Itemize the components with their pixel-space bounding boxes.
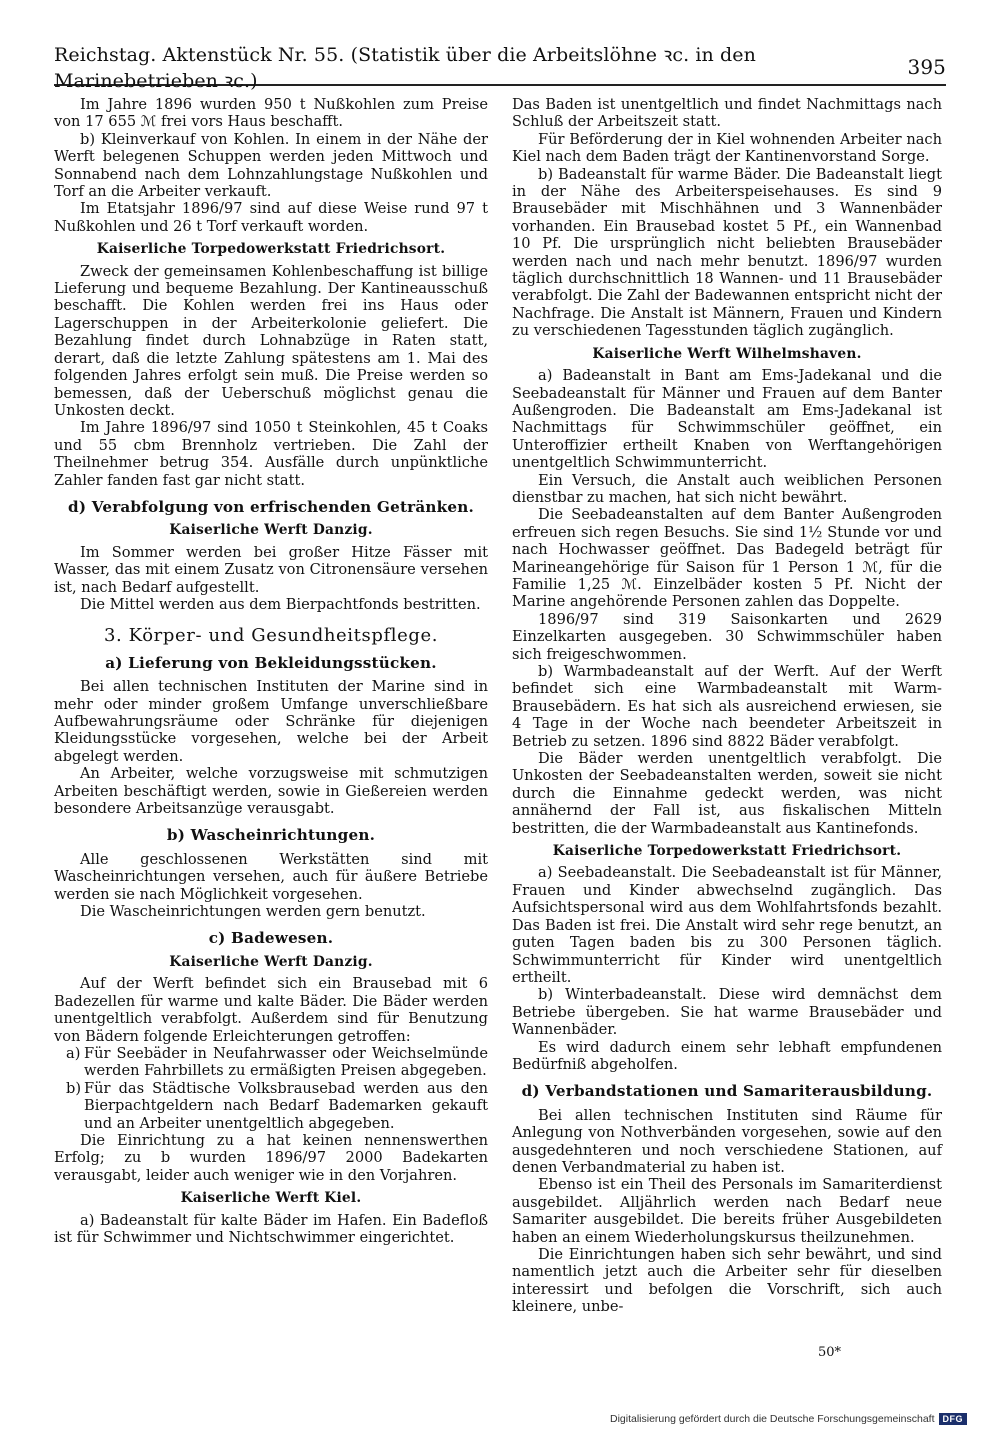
paragraph: Ebenso ist ein Theil des Personals im Samariterdienst ausgebildet. Alljährlich werden nach Bedarf neue Samariter ausgebildet. Die bereits früher Ausgebildeten haben an einem Wiederholungskursus theilzunehmen. bbox=[512, 1176, 942, 1246]
paragraph: Das Baden ist unentgeltlich und findet Nachmittags nach Schluß der Arbeitszeit statt. bbox=[512, 96, 942, 131]
section-heading: a) Lieferung von Bekleidungsstücken. bbox=[105, 653, 437, 672]
page-header bbox=[54, 44, 946, 92]
paragraph: Auf der Werft befindet sich ein Brausebad mit 6 Badezellen für warme und kalte Bäder. Die Bäder werden unentgeltlich verabfolgt. Außerdem sind für Benutzung von Bädern folgende Erleichterungen getroffen: bbox=[54, 975, 488, 1045]
dfg-logo-icon: DFG bbox=[939, 1413, 968, 1425]
list-item bbox=[54, 1080, 488, 1132]
paragraph: Ein Versuch, die Anstalt auch weiblichen Personen dienstbar zu machen, hat sich nicht bewährt. bbox=[512, 471, 942, 506]
list-item bbox=[54, 1045, 488, 1080]
institution-heading: Kaiserliche Werft Danzig. bbox=[169, 953, 373, 970]
institution-heading: Kaiserliche Werft Danzig. bbox=[169, 522, 373, 539]
footer-text: Digitalisierung gefördert durch die Deutsche Forschungsgemeinschaft bbox=[610, 1413, 935, 1425]
paragraph: Bei allen technischen Instituten sind Räume für Anlegung von Nothverbänden vorgesehen, sowie auf den ausgedehnteren und noch verschiedene Stationen, auf denen Verbandmaterial zu haben ist. bbox=[512, 1106, 942, 1176]
paragraph: Es wird dadurch einem sehr lebhaft empfundenen Bedürfniß abgeholfen. bbox=[512, 1038, 942, 1073]
paragraph: Die Einrichtungen haben sich sehr bewährt, und sind namentlich jetzt auch die Arbeiter sehr für dieselben interessirt und befolgen die Vorschrift, sich auch kleinere, unbe- bbox=[512, 1246, 942, 1316]
paragraph: Die Einrichtung zu a hat keinen nennenswerthen Erfolg; zu b wurden 1896/97 2000 Badekarten verausgabt, leider auch weniger wie in den Vorjahren. bbox=[54, 1131, 488, 1184]
paragraph: Im Etatsjahr 1896/97 sind auf diese Weise rund 97 t Nußkohlen und 26 t Torf verkauft worden. bbox=[54, 200, 488, 235]
section-heading: b) Wascheinrichtungen. bbox=[166, 826, 376, 845]
paragraph: b) Winterbadeanstalt. Diese wird demnächst dem Betriebe übergeben. Sie hat warme Brausebäder und Wannenbäder. bbox=[512, 986, 942, 1039]
paragraph: a) Badeanstalt für kalte Bäder im Hafen. Ein Badefloß ist für Schwimmer und Nichtschwimmer eingerichtet. bbox=[54, 1211, 488, 1246]
section-heading: d) Verabfolgung von erfrischenden Getränken. bbox=[68, 497, 474, 516]
paragraph: Die Seebadeanstalten auf dem Banter Außengroden erfreuen sich regen Besuchs. Sie sind 1½ Stunde vor und nach Hochwasser geöffnet. Das Badegeld beträgt für Marineangehörige für Saison für 1 Person 1 ℳ, für die Familie 1,25 ℳ. Einzelbäder kosten 5 Pf. Nicht der Marine angehörende Personen zahlen das Doppelte. bbox=[512, 506, 942, 611]
list-marker: b) bbox=[66, 1079, 82, 1097]
list-text: Für Seebäder in Neufahrwasser oder Weichselmünde werden Fahrbillets zu ermäßigten Preisen abgegeben. bbox=[84, 1044, 488, 1080]
institution-heading: Kaiserliche Torpedowerkstatt Friedrichsort. bbox=[552, 843, 902, 860]
page-number: 395 bbox=[907, 55, 946, 79]
paragraph: b) Warmbadeanstalt auf der Werft. Auf der Werft befindet sich eine Warmbadeanstalt mit Warm-Brausebädern. Es hat sich als ausreichend erwiesen, sie 4 Tage in der Woche nach beendeter Arbeitszeit in Betrieb zu setzen. 1896 sind 8822 Bäder verabfolgt. bbox=[512, 663, 942, 750]
paragraph: Alle geschlossenen Werkstätten sind mit Wascheinrichtungen versehen, auch für äußere Betriebe werden sie nach Möglichkeit vorgesehen. bbox=[54, 850, 488, 903]
paragraph: 1896/97 sind 319 Saisonkarten und 2629 Einzelkarten ausgegeben. 30 Schwimmschüler haben sich freigeschwommen. bbox=[512, 610, 942, 663]
paragraph: Im Sommer werden bei großer Hitze Fässer mit Wasser, das mit einem Zusatz von Citronensäure versehen ist, nach Bedarf aufgestellt. bbox=[54, 543, 488, 596]
paragraph: Die Bäder werden unentgeltlich verabfolgt. Die Unkosten der Seebadeanstalten werden, soweit sie nicht durch die Einnahme gedeckt werden, was nicht annähernd der Fall ist, aus fiskalischen Mitteln bestritten, die der Warmbadeanstalt aus Kantinefonds. bbox=[512, 750, 942, 837]
section-heading: d) Verbandstationen und Samariterausbildung. bbox=[521, 1082, 933, 1101]
running-title: Reichstag. Aktenstück Nr. 55. (Statistik über die Arbeitslöhne ꝛc. in den Marinebetrieben ꝛc.) bbox=[54, 44, 756, 92]
signature-mark: 50* bbox=[818, 1345, 842, 1360]
list-marker: a) bbox=[66, 1044, 81, 1062]
right-column bbox=[512, 96, 942, 1316]
paragraph: b) Kleinverkauf von Kohlen. In einem in der Nähe der Werft belegenen Schuppen werden jeden Mittwoch und Sonnabend nach dem Lohnzahlungstage Nußkohlen und Torf an die Arbeiter verkauft. bbox=[54, 130, 488, 201]
digitization-footer bbox=[610, 1413, 967, 1425]
paragraph: Im Jahre 1896 wurden 950 t Nußkohlen zum Preise von 17 655 ℳ frei vors Haus beschafft. bbox=[54, 96, 488, 131]
paragraph: Im Jahre 1896/97 sind 1050 t Steinkohlen, 45 t Coaks und 55 cbm Brennholz vertrieben. Die Zahl der Theilnehmer betrug 354. Ausfälle durch unpünktliche Zahler fanden fast gar nicht statt. bbox=[54, 419, 488, 489]
paragraph: b) Badeanstalt für warme Bäder. Die Badeanstalt liegt in der Nähe des Arbeiterspeisehauses. Es sind 9 Brausebäder mit Mischhähnen und 3 Wannenbäder vorhanden. Ein Brausebad kostet 5 Pf., ein Wannenbad 10 Pf. Die ursprünglich nicht beliebten Brausebäder werden nach und nach mehr benutzt. 1896/97 wurden täglich durchschnittlich 18 Wannen- und 11 Brausebäder verabfolgt. Die Zahl der Badewannen entspricht nicht der Nachfrage. Die Anstalt ist Männern, Frauen und Kindern zu verschiedenen Tagesstunden täglich zugänglich. bbox=[512, 165, 942, 340]
paragraph: Für Beförderung der in Kiel wohnenden Arbeiter nach Kiel nach dem Baden trägt der Kantinenvorstand Sorge. bbox=[512, 130, 942, 166]
left-column bbox=[54, 96, 488, 1246]
institution-heading: Kaiserliche Werft Wilhelmshaven. bbox=[592, 345, 862, 362]
paragraph: Bei allen technischen Instituten der Marine sind in mehr oder minder großem Umfange unverschließbare Aufbewahrungsräume oder Schränke für diejenigen Kleidungsstücke vorgesehen, welche bei der Arbeit abgelegt werden. bbox=[54, 678, 488, 765]
institution-heading: Kaiserliche Torpedowerkstatt Friedrichsort. bbox=[96, 241, 446, 258]
paragraph: Die Mittel werden aus dem Bierpachtfonds bestritten. bbox=[80, 595, 481, 613]
paragraph: Die Wascheinrichtungen werden gern benutzt. bbox=[80, 903, 426, 921]
section-heading: c) Badewesen. bbox=[208, 929, 334, 948]
paragraph: Zweck der gemeinsamen Kohlenbeschaffung ist billige Lieferung und bequeme Bezahlung. Der Kantineausschuß beschafft. Die Kohlen werden frei ins Haus oder Lagerschuppen in der Arbeiterkolonie geliefert. Die Bezahlung findet durch Lohnabzüge in Raten statt, derart, daß die letzte Zahlung spätestens am 1. Mai des folgenden Jahres erfolgt sein muß. Die Preise werden so bemessen, daß der Ueberschuß möglichst genau die Unkosten deckt. bbox=[54, 262, 488, 419]
chapter-heading: 3. Körper- und Gesundheitspflege. bbox=[103, 625, 439, 647]
paragraph: a) Badeanstalt in Bant am Ems-Jadekanal und die Seebadeanstalt für Männer und Frauen auf dem Banter Außengroden. Die Badeanstalt am Ems-Jadekanal ist Nachmittags für Schwimmschüler geöffnet, ein Unteroffizier ertheilt Knaben von Werftangehörigen unentgeltlich Schwimmunterricht. bbox=[512, 367, 942, 472]
paragraph: a) Seebadeanstalt. Die Seebadeanstalt ist für Männer, Frauen und Kinder abwechselnd zugänglich. Das Aufsichtspersonal wird aus dem Wohlfahrtsfonds bezahlt. Das Baden ist frei. Die Anstalt wird sehr rege benutzt, an guten Tagen baden bis zu 300 Personen täglich. Schwimmunterricht für Kinder wird unentgeltlich ertheilt. bbox=[512, 864, 942, 986]
paragraph: An Arbeiter, welche vorzugsweise mit schmutzigen Arbeiten beschäftigt werden, sowie in Gießereien werden besondere Arbeitsanzüge verausgabt. bbox=[54, 765, 488, 818]
institution-heading: Kaiserliche Werft Kiel. bbox=[180, 1190, 362, 1207]
list-text: Für das Städtische Volksbrausebad werden aus den Bierpachtgeldern nach Bedarf Bademarken gekauft und an Arbeiter unentgeltlich abgegeben. bbox=[84, 1079, 488, 1132]
